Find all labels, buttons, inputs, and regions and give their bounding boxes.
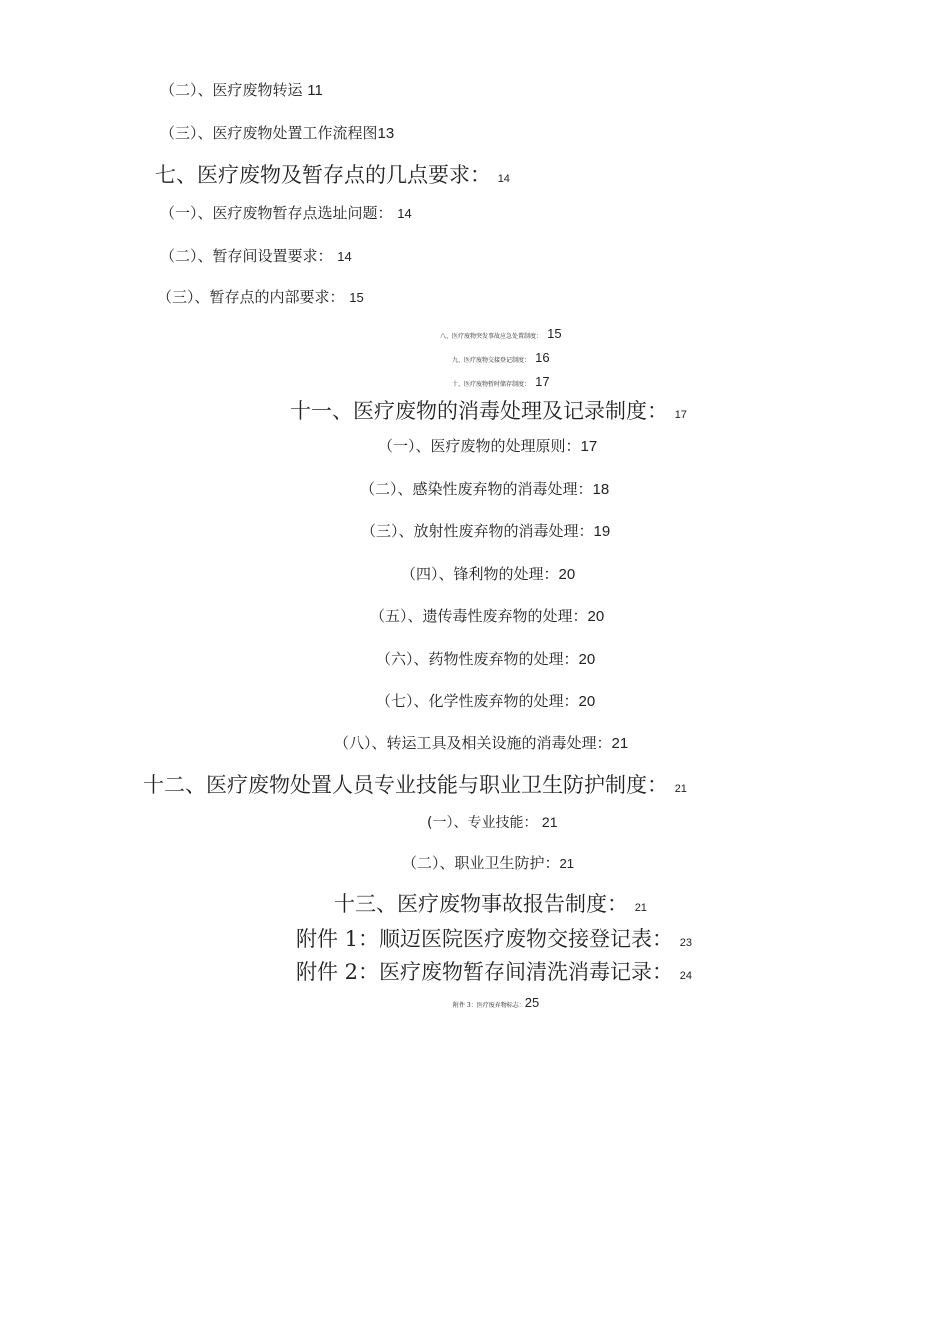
toc-chapter-entry <box>290 401 687 422</box>
toc-entry-title: （三）、放射性废弃物的消毒处理： <box>361 522 594 540</box>
toc-entry-title: （八）、转运工具及相关设施的消毒处理： <box>334 734 612 752</box>
toc-entry-title: （七）、化学性废弃物的处理： <box>376 692 579 710</box>
toc-entry-page: 13 <box>377 125 395 142</box>
toc-entry-title: 附件 3：医疗废弃物标志： <box>453 1002 525 1009</box>
toc-entry <box>160 249 352 264</box>
toc-entry-page: 21 <box>611 735 629 752</box>
toc-entry <box>157 290 364 305</box>
toc-entry <box>360 482 609 497</box>
toc-entry-page: 14 <box>337 249 352 264</box>
toc-entry <box>376 694 595 709</box>
toc-entry-title: （四）、锋利物的处理： <box>401 565 559 583</box>
toc-entry-page: 17 <box>535 374 550 389</box>
toc-entry-page: 15 <box>547 326 562 341</box>
toc-chapter-entry <box>334 894 647 915</box>
toc-entry-title: 七、医疗废物及暂存点的几点要求： <box>155 163 491 187</box>
toc-appendix-entry <box>453 994 539 1010</box>
toc-entry-page: 21 <box>541 814 558 830</box>
toc-entry-title: （五）、遗传毒性废弃物的处理： <box>370 607 588 625</box>
toc-entry-title: 附件 2：医疗废物暂存间清洗消毒记录： <box>296 960 674 984</box>
toc-entry-page: 19 <box>593 523 611 540</box>
toc-entry-page: 21 <box>674 783 687 795</box>
toc-entry-page: 21 <box>634 902 647 914</box>
toc-entry-page: 20 <box>578 651 596 668</box>
toc-entry-page: 15 <box>349 290 364 305</box>
toc-entry-page: 25 <box>524 995 540 1010</box>
toc-entry <box>376 652 595 667</box>
toc-entry-page: 11 <box>307 82 323 99</box>
toc-entry-page: 20 <box>558 566 576 583</box>
toc-entry-title: 八、医疗废物突发事故应急处置制度： <box>440 333 543 340</box>
toc-entry-page: 18 <box>592 481 610 498</box>
toc-entry-page: 16 <box>535 350 550 365</box>
toc-entry <box>378 439 597 454</box>
toc-chapter-entry <box>452 349 550 365</box>
toc-entry <box>160 126 394 141</box>
toc-entry-title: （一）、医疗废物暂存点选址问题： <box>160 204 393 222</box>
toc-entry-page: 21 <box>559 856 574 871</box>
toc-chapter-entry <box>143 775 687 796</box>
toc-entry-title: 十三、医疗废物事故报告制度： <box>334 892 628 916</box>
toc-chapter-entry <box>452 373 550 389</box>
toc-entry-title: （三）、暂存点的内部要求： <box>157 288 345 306</box>
toc-entry-title: 九、医疗废物交接登记制度： <box>452 357 531 364</box>
toc-entry-title: （二）、暂存间设置要求： <box>160 247 333 265</box>
toc-entry <box>370 609 604 624</box>
toc-entry-title: 十、医疗废物暂时储存制度： <box>452 381 531 388</box>
toc-appendix-entry <box>296 929 692 950</box>
toc-entry-title: 十二、医疗废物处置人员专业技能与职业卫生防护制度： <box>143 773 668 797</box>
toc-entry <box>160 83 323 98</box>
toc-chapter-entry <box>155 165 510 186</box>
toc-entry-page: 14 <box>397 206 412 221</box>
toc-entry <box>334 736 628 751</box>
toc-entry-page: 20 <box>578 693 596 710</box>
toc-entry <box>402 856 574 871</box>
toc-entry-title: (一）、专业技能： <box>427 815 538 831</box>
toc-entry-title: 十一、医疗废物的消毒处理及记录制度： <box>290 399 668 423</box>
toc-entry-title: （二）、职业卫生防护： <box>402 854 560 872</box>
toc-entry <box>401 567 575 582</box>
toc-entry-title: （六）、药物性废弃物的处理： <box>376 650 579 668</box>
toc-entry-title: （二）、感染性废弃物的消毒处理： <box>360 480 593 498</box>
toc-appendix-entry <box>296 962 692 983</box>
toc-entry <box>427 815 558 830</box>
toc-entry-page: 20 <box>587 608 605 625</box>
toc-entry-page: 17 <box>580 438 598 455</box>
toc-chapter-entry <box>440 325 562 341</box>
toc-entry-page: 17 <box>674 409 687 421</box>
toc-entry-page: 14 <box>497 173 510 185</box>
toc-entry <box>160 206 412 221</box>
toc-entry-page: 24 <box>679 970 692 982</box>
toc-entry-title: （一）、医疗废物的处理原则： <box>378 437 581 455</box>
toc-entry-title: （三）、医疗废物处置工作流程图 <box>160 124 378 142</box>
toc-entry-title: （二）、医疗废物转运 <box>160 81 303 99</box>
toc-entry-title: 附件 1：顺迈医院医疗废物交接登记表： <box>296 927 674 951</box>
toc-entry <box>361 524 610 539</box>
toc-entry-page: 23 <box>679 937 692 949</box>
